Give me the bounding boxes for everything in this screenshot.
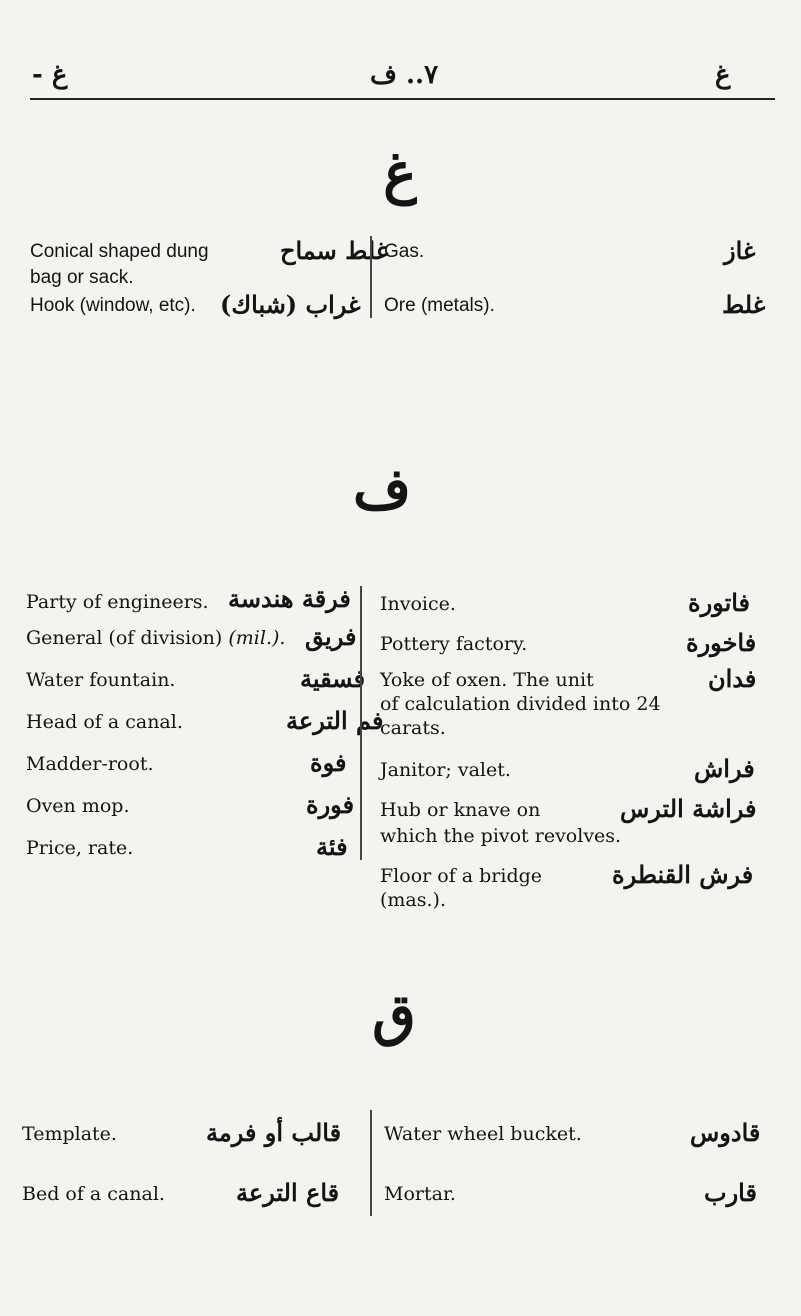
entry-ar: فسقية [300, 664, 366, 693]
entry-ar: قالب أو فرمة [206, 1118, 342, 1147]
entry-en: Gas. [384, 241, 425, 262]
entry-ar: فراش [694, 754, 755, 783]
entry-en: Mortar. [384, 1183, 456, 1205]
entry-en: Janitor; valet. [380, 759, 511, 781]
entry-ar: غاز [724, 236, 756, 265]
entry-en: bag or sack. [30, 267, 134, 288]
section-letter-ghain: غ [383, 140, 417, 206]
entry-en: Conical shaped dung [30, 241, 209, 262]
entry-ar: غلط سماح [280, 236, 389, 265]
entry-ar: فرقة هندسة [228, 584, 351, 613]
column-divider [360, 586, 362, 860]
entry-en: of calculation divided into 24 [380, 693, 661, 715]
entry-en: Head of a canal. [26, 711, 183, 733]
entry-en-italic: (mil.). [228, 627, 286, 649]
entry-en-text: General (of division) [26, 627, 223, 649]
entry-ar: فوة [310, 748, 347, 777]
entry-en: Floor of a bridge [380, 865, 543, 887]
entry-en: (mas.). [380, 889, 446, 911]
entry-en: carats. [380, 717, 446, 739]
entry-ar: قادوس [690, 1118, 761, 1147]
header-right: غ [715, 60, 731, 90]
header-rule [30, 98, 775, 100]
entry-en: Madder-root. [26, 753, 154, 775]
entry-en: Pottery factory. [380, 633, 528, 655]
section-letter-qaf: ق [372, 982, 416, 1048]
entry-en: Oven mop. [26, 795, 130, 817]
entry-ar: فاتورة [688, 588, 751, 617]
column-divider [370, 1110, 372, 1216]
entry-en: Yoke of oxen. The unit [380, 669, 594, 691]
entry-en: Water fountain. [26, 669, 176, 691]
entry-ar: فم الترعة [286, 706, 384, 735]
entry-en: Bed of a canal. [22, 1183, 165, 1205]
entry-ar: فدان [708, 664, 757, 693]
column-divider [370, 236, 372, 318]
entry-en [26, 626, 285, 650]
entry-en: Template. [22, 1123, 117, 1145]
entry-en: Hook (window, etc). [30, 295, 196, 316]
entry-en: Water wheel bucket. [384, 1123, 582, 1145]
entry-ar: غلط [722, 290, 766, 319]
entry-ar: فرش القنطرة [612, 860, 754, 889]
entry-en: Hub or knave on [380, 799, 541, 821]
entry-ar: قاع الترعة [236, 1178, 340, 1207]
entry-ar: فئة [316, 832, 348, 861]
header-left: - غ [32, 60, 68, 90]
entry-ar: فراشة الترس [620, 794, 757, 823]
entry-ar: فريق [305, 622, 357, 651]
entry-ar: قارب [704, 1178, 757, 1207]
entry-en: Ore (metals). [384, 295, 495, 316]
entry-ar: فاخورة [686, 628, 757, 657]
entry-en: which the pivot revolves. [380, 825, 622, 847]
header-center: ٧.. ف [370, 60, 439, 90]
entry-en: Party of engineers. [26, 591, 209, 613]
entry-ar: فورة [306, 790, 355, 819]
entry-en: Invoice. [380, 593, 456, 615]
section-letter-fa: ف [352, 456, 412, 522]
entry-en: Price, rate. [26, 837, 134, 859]
entry-ar: غراب (شباك) [220, 290, 361, 319]
